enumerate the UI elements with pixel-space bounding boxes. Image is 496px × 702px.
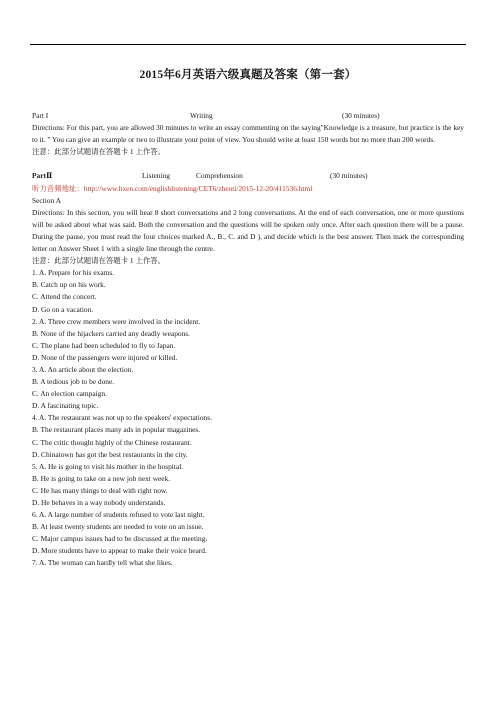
part1-name: Writing: [190, 111, 213, 120]
question-line: B. None of the hijackers carried any deadly weapons.: [32, 328, 191, 338]
part2-name-listening: Listening: [142, 171, 170, 181]
question-line: 2. A. Three crew members were involved in the incident.: [32, 316, 201, 326]
part2-directions: Directions: In this section, you will hear 8 short conversations and 2 long conversations. At the end of each conversation, one or more questions will be asked about what was said. Both the conversation and the questions will be spoken only once. After each question there will be a pause. During the pause, you must read the four choices marked A., B., C. and D ), and decide which is the best answer. Then mark the corresponding letter on Answer Sheet 1 with a single line through the centre.: [32, 207, 464, 254]
question-line: D. Chinatown has got the best restaurants in the city.: [32, 449, 188, 459]
question-line: C. Major campus issues had to be discussed at the meeting.: [32, 534, 208, 544]
question-line: C. Attend the concert.: [32, 292, 97, 302]
question-line: C. The plane had been scheduled to fly to Japan.: [32, 340, 176, 350]
document-body: [32, 110, 464, 570]
audio-link-line[interactable]: [32, 183, 464, 195]
part2-time: (30 minutes): [330, 171, 368, 181]
question-line: C. The critic thought highly of the Chinese restaurant.: [32, 437, 192, 447]
question-line: C. He has many things to deal with right now.: [32, 485, 168, 495]
question-line: 7. A. The woman can hardly tell what she likes.: [32, 558, 173, 568]
part2-note: 注意：此部分试题请在答题卡 1 上作答。: [32, 256, 166, 266]
part1-time: (30 minutes): [342, 111, 380, 120]
part2-heading: [32, 170, 464, 182]
question-line: D. More students have to appear to make their voice heard.: [32, 546, 207, 556]
question-line: 3. A. An article about the election.: [32, 364, 134, 374]
part2-label: PartⅡ: [32, 171, 53, 181]
question-line: B. At least twenty students are needed to vote on an issue.: [32, 522, 204, 532]
part1-note: 注意：此部分试题请在答题卡 1 上作答。: [32, 147, 166, 157]
audio-url-link[interactable]: http://www.hxen.com/englishlistening/CET6/zhenti/2015-12-20/411536.html: [83, 183, 313, 193]
question-line: 5. A. He is going to visit his mother in the hospital.: [32, 461, 184, 471]
question-list: [32, 267, 464, 569]
document-title: 2015年6月英语六级真题及答案（第一套）: [139, 69, 357, 81]
question-line: D. Go on a vacation.: [32, 304, 94, 314]
question-line: B. Catch up on his work.: [32, 280, 106, 290]
part1-heading: [32, 110, 464, 122]
question-line: B. The restaurant places many ads in popular magazines.: [32, 425, 201, 435]
part1-label: Part I: [32, 111, 49, 120]
question-line: C. An election campaign.: [32, 389, 107, 399]
question-line: B. A tedious job to be done.: [32, 377, 115, 387]
question-line: D. None of the passengers were injured or killed.: [32, 352, 178, 362]
question-line: D. He behaves in a way nobody understands.: [32, 498, 166, 507]
header-rule: [30, 44, 466, 45]
question-line: 6. A. A large number of students refused to vote last night.: [32, 510, 205, 520]
part1-directions: Directions: For this part, you are allowed 30 minutes to write an essay commenting on the saying"Knowledge is a treasure, but practice is the key to it. " You can give an example or two to illustrate your point of view. You should write at least 150 words but no more than 200 words.: [32, 123, 464, 145]
question-line: 1. A. Prepare for his exams.: [32, 268, 115, 278]
section-a-heading: Section A: [32, 195, 61, 205]
part2-name-comprehension: Comprehension: [196, 171, 243, 181]
audio-prefix: 听力音频地址：: [32, 183, 84, 193]
question-line: 4. A. The restaurant was not up to the speakers' expectations.: [32, 413, 212, 423]
question-line: D. A fascinating topic.: [32, 401, 99, 411]
question-line: B. He is going to take on a new job next week.: [32, 473, 171, 483]
